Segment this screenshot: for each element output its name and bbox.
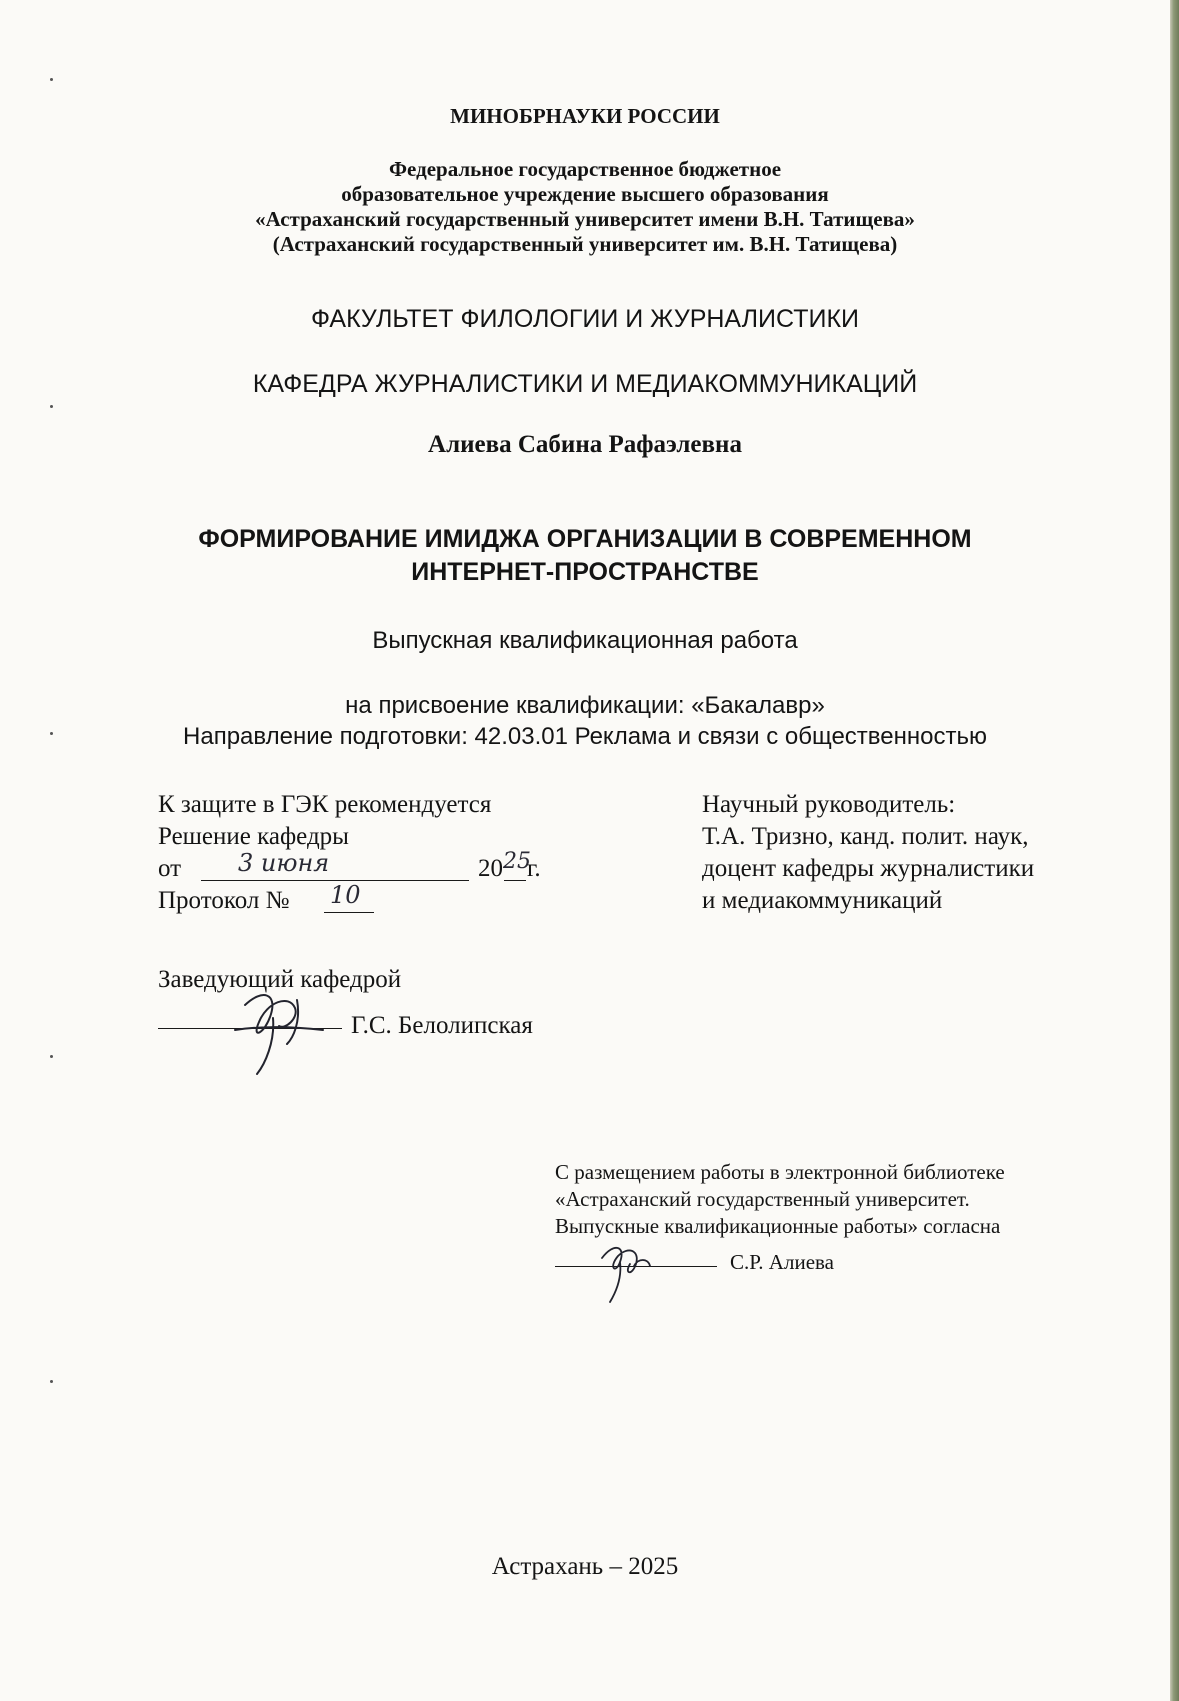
qualification: на присвоение квалификации: «Бакалавр» <box>345 692 825 719</box>
institution-line: (Астраханский государственный университет им. В.Н. Татищева) <box>272 232 898 256</box>
punch-mark <box>50 732 53 735</box>
department-decision: Решение кафедры <box>158 823 349 850</box>
punch-mark <box>50 1055 53 1058</box>
year-prefix: 20 <box>478 855 503 882</box>
year-suffix: г. <box>527 855 541 882</box>
handwritten-date: 3 июня <box>238 849 330 877</box>
supervisor-label: Научный руководитель: <box>702 791 956 818</box>
library-consent: Выпускные квалификационные работы» согласна <box>555 1214 1001 1238</box>
department-name: КАФЕДРА ЖУРНАЛИСТИКИ И МЕДИАКОММУНИКАЦИЙ <box>252 370 918 398</box>
ministry-heading: МИНОБРНАУКИ РОССИИ <box>450 104 720 128</box>
supervisor-position: и медиакоммуникаций <box>702 887 943 914</box>
student-name: С.Р. Алиева <box>730 1250 834 1274</box>
author-name: Алиева Сабина Рафаэлевна <box>428 431 742 458</box>
protocol-label: Протокол № <box>158 887 290 914</box>
direction: Направление подготовки: 42.03.01 Реклама и связи с общественностью <box>183 723 987 750</box>
handwritten-year: 25 <box>503 849 531 874</box>
page-edge-background <box>1170 0 1179 1701</box>
protocol-underline <box>324 912 374 913</box>
city-year: Астрахань – 2025 <box>491 1553 679 1580</box>
student-signature <box>590 1228 660 1308</box>
year-underline <box>504 880 526 881</box>
faculty-name: ФАКУЛЬТЕТ ФИЛОЛОГИИ И ЖУРНАЛИСТИКИ <box>310 305 860 333</box>
head-of-department-label: Заведующий кафедрой <box>158 966 402 993</box>
supervisor-name: Т.А. Тризно, канд. полит. наук, <box>702 823 1029 850</box>
head-signature <box>215 960 335 1080</box>
handwritten-protocol-number: 10 <box>330 881 361 909</box>
punch-mark <box>50 1380 53 1383</box>
defense-recommendation: К защите в ГЭК рекомендуется <box>158 791 492 818</box>
date-prefix: от <box>158 855 182 882</box>
institution-line: «Астраханский государственный университет имени В.Н. Татищева» <box>255 207 915 231</box>
head-of-department-name: Г.С. Белолипская <box>351 1012 533 1039</box>
thesis-title: ФОРМИРОВАНИЕ ИМИДЖА ОРГАНИЗАЦИИ В СОВРЕМЕННОМ <box>198 525 972 553</box>
institution-line: образовательное учреждение высшего образования <box>341 182 829 206</box>
thesis-title: ИНТЕРНЕТ-ПРОСТРАНСТВЕ <box>411 558 759 586</box>
work-type: Выпускная квалификационная работа <box>372 627 798 654</box>
library-consent: «Астраханский государственный университет. <box>555 1187 970 1211</box>
punch-mark <box>50 405 53 408</box>
library-consent: С размещением работы в электронной библиотеке <box>555 1160 1005 1184</box>
institution-line: Федеральное государственное бюджетное <box>388 157 782 181</box>
supervisor-position: доцент кафедры журналистики <box>702 855 1035 882</box>
punch-mark <box>50 78 53 81</box>
